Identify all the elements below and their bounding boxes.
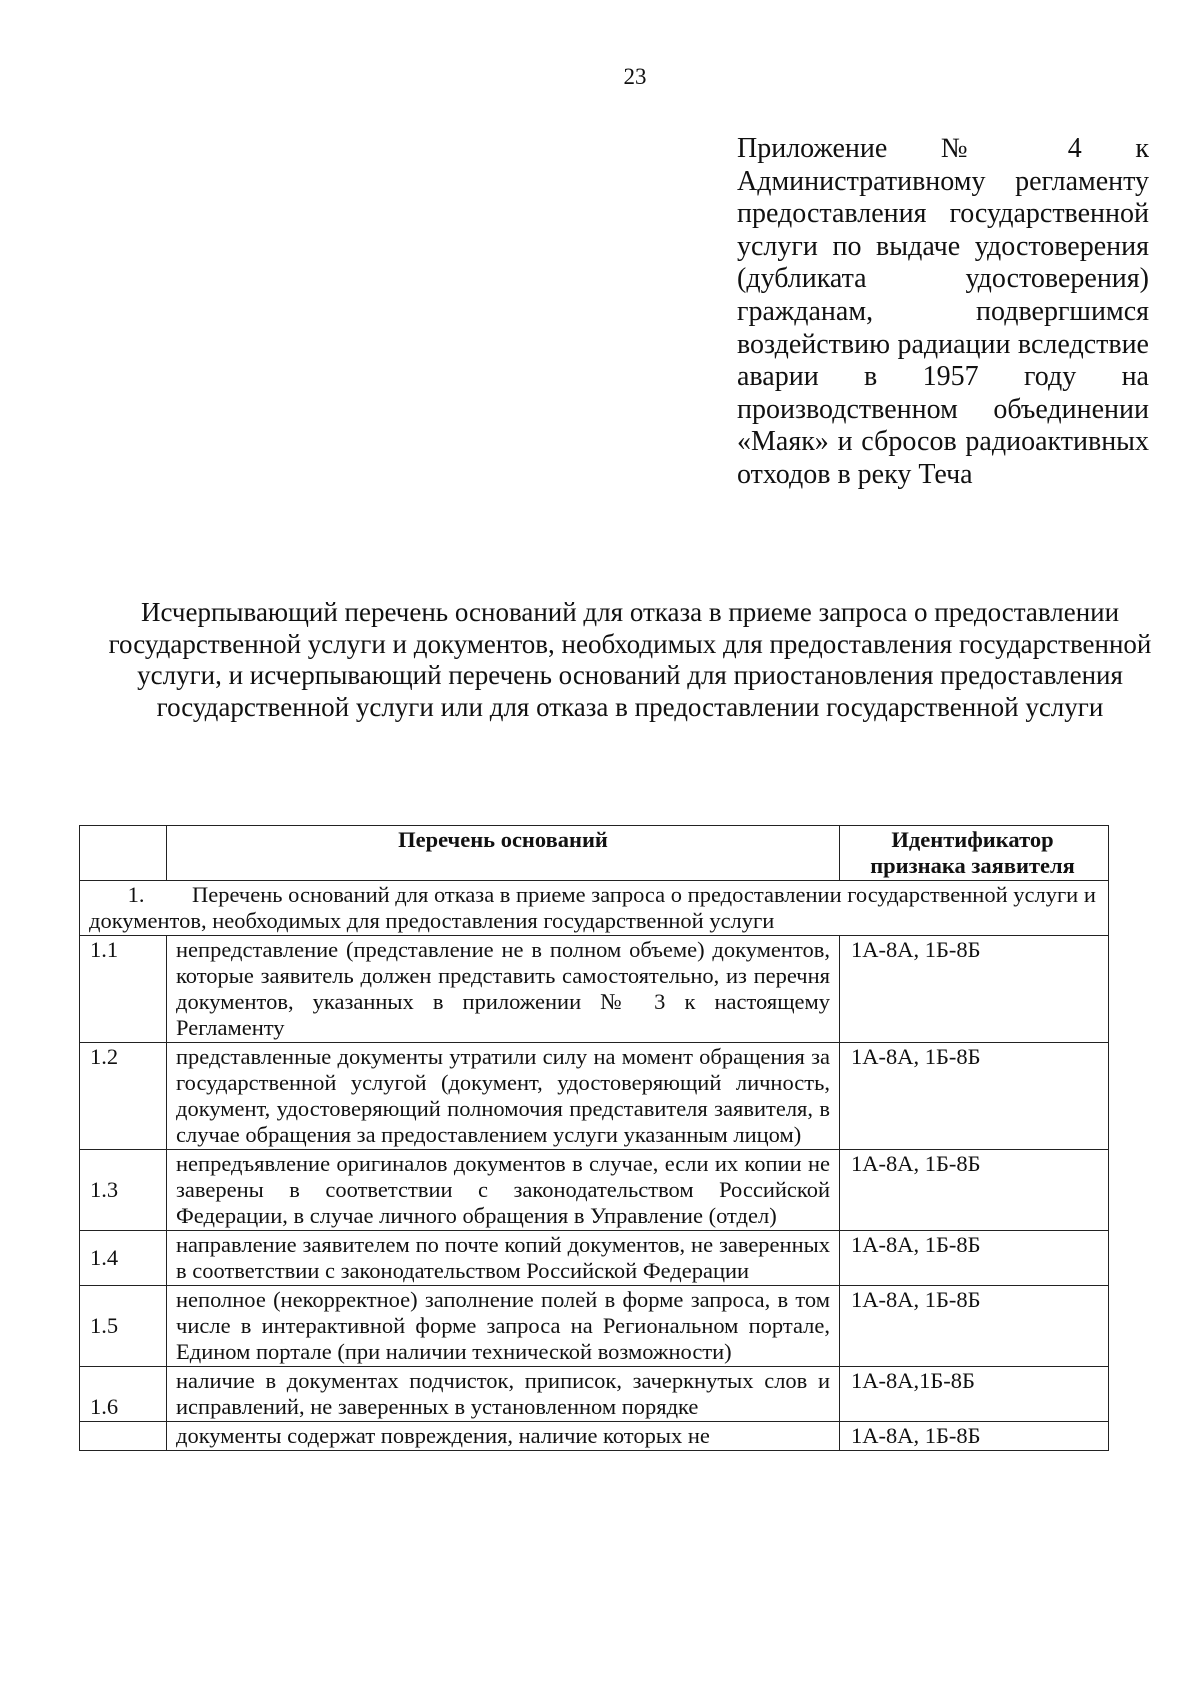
table-row — [80, 1231, 1109, 1286]
row-number: 1.6 — [80, 1367, 167, 1422]
row-number: 1.4 — [80, 1231, 167, 1286]
header-num — [80, 826, 167, 881]
row-identifier: 1А-8А,1Б-8Б — [840, 1367, 1109, 1422]
row-number: 1.1 — [80, 936, 167, 1043]
page-number: 23 — [623, 64, 647, 89]
table-row — [80, 1367, 1109, 1422]
document-title: Исчерпывающий перечень оснований для отказа в приеме запроса о предоставлении государственной услуги и документов, необходимых для предоставления государственной услуги, и исчерпывающий перечень оснований для приостановления предоставления государственной услуги или для отказа в предоставлении государственной услуги — [108, 597, 1152, 722]
section-row — [80, 881, 1109, 936]
table-row — [80, 1422, 1109, 1451]
section-number: 1. — [127, 882, 145, 907]
table-header-row — [80, 826, 1109, 881]
row-identifier: 1А-8А, 1Б-8Б — [840, 1286, 1109, 1367]
row-text: наличие в документах подчисток, приписок, зачеркнутых слов и исправлений, не заверенных в установленном порядке — [167, 1367, 840, 1422]
section-cell — [80, 881, 1109, 936]
row-number: 1.5 — [80, 1286, 167, 1367]
section-text: Перечень оснований для отказа в приеме запроса о предоставлении государственной услуги и документов, необходимых для предоставления государственной услуги — [89, 882, 1096, 933]
row-identifier: 1А-8А, 1Б-8Б — [840, 1150, 1109, 1231]
row-identifier: 1А-8А, 1Б-8Б — [840, 1231, 1109, 1286]
row-text: представленные документы утратили силу на момент обращения за государственной услугой (документ, удостоверяющий личность, документ, удостоверяющий полномочия представителя заявителя, в случае обращения за предоставлением услуги указанным лицом) — [167, 1043, 840, 1150]
row-number: 1.2 — [80, 1043, 167, 1150]
table-row — [80, 1043, 1109, 1150]
table-row — [80, 1286, 1109, 1367]
header-grounds: Перечень оснований — [167, 826, 840, 881]
row-text: документы содержат повреждения, наличие которых не — [167, 1422, 840, 1451]
row-text: непредставление (представление не в полном объеме) документов, которые заявитель должен представить самостоятельно, из перечня документов, указанных в приложении № 3 к настоящему Регламенту — [167, 936, 840, 1043]
row-identifier: 1А-8А, 1Б-8Б — [840, 1043, 1109, 1150]
row-identifier: 1А-8А, 1Б-8Б — [840, 936, 1109, 1043]
table-row — [80, 1150, 1109, 1231]
header-identifier: Идентификатор признака заявителя — [840, 826, 1109, 881]
table-row — [80, 936, 1109, 1043]
row-number: 1.3 — [80, 1150, 167, 1231]
row-identifier: 1А-8А, 1Б-8Б — [840, 1422, 1109, 1451]
row-text: непредъявление оригиналов документов в случае, если их копии не заверены в соответствии с законодательством Российской Федерации, в случае личного обращения в Управление (отдел) — [167, 1150, 840, 1231]
grounds-table — [79, 825, 1109, 1451]
row-text: неполное (некорректное) заполнение полей в форме запроса, в том числе в интерактивной форме запроса на Региональном портале, Едином портале (при наличии технической возможности) — [167, 1286, 840, 1367]
row-text: направление заявителем по почте копий документов, не заверенных в соответствии с законодательством Российской Федерации — [167, 1231, 840, 1286]
row-number — [80, 1422, 167, 1451]
appendix-note: Приложение № 4 к Административному регламенту предоставления государственной услуги по выдаче удостоверения (дубликата удостоверения) гражданам, подвергшимся воздействию радиации вследствие аварии в 1957 году на производственном объединении «Маяк» и сбросов радиоактивных отходов в реку Теча — [737, 133, 1149, 490]
